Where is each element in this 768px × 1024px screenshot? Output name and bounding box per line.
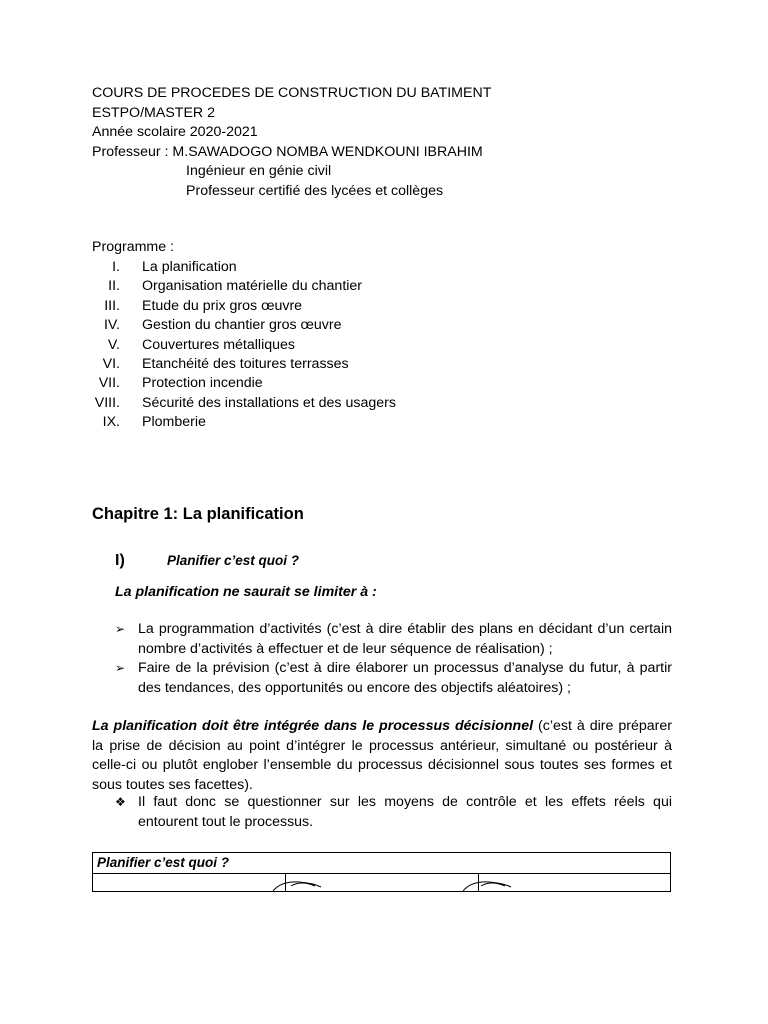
arrow-bullet-icon: ➢ <box>115 622 126 636</box>
drawing-fragment-icon <box>461 878 521 892</box>
section-title: Planifier c’est quoi ? <box>167 553 300 568</box>
course-title: COURS DE PROCEDES DE CONSTRUCTION DU BATIMENT <box>92 85 492 101</box>
programme-title: Programme : <box>92 239 174 255</box>
list-item: ➢ La programmation d’activités (c’est à dire établir des plans en décidant d’un certain nombre d’activités à effectuer et de leur séquence de réalisation) ; <box>115 621 672 657</box>
drawing-fragment-icon <box>271 878 331 892</box>
section-number: I) <box>115 552 125 569</box>
course-level: ESTPO/MASTER 2 <box>92 104 215 121</box>
diamond-bullet-icon: ❖ <box>115 795 126 809</box>
bullet-list <box>115 620 672 698</box>
list-item: ❖ Il faut donc se questionner sur les moyens de contrôle et les effets réels qui entourent tout le processus. <box>115 794 672 830</box>
course-header <box>92 84 491 201</box>
professor: Professeur : M.SAWADOGO NOMBA WENDKOUNI IBRAHIM <box>92 143 483 160</box>
list-item: ➢ Faire de la prévision (c’est à dire élaborer un processus d’analyse du futur, à partir des tendances, des opportunités ou encore des objectifs aléatoires) ; <box>115 660 672 696</box>
paragraph: La planification doit être intégrée dans le processus décisionnel (c’est à dire préparer la prise de décision au point d’intégrer le processus antérieur, simultané ou postérieur à celle-ci ou plutôt englober l’ensemble du processus décisionnel sous toutes ses formes et sous toutes ses facettes). <box>92 718 672 793</box>
professor-title-2: Professeur certifié des lycées et collèges <box>186 182 444 199</box>
school-year: Année scolaire 2020-2021 <box>92 124 258 140</box>
diamond-bullet-list <box>115 793 672 832</box>
table <box>92 852 671 892</box>
document-page: COURS DE PROCEDES DE CONSTRUCTION DU BATIMENT ESTPO/MASTER 2 Année scolaire 2020-2021 Professeur : M.SAWADOGO NOMBA WENDKOUNI IBRAHIM Ingénieur en génie civil Professeur certifié des lycées et collèges Programme : I. La planification II. Organisation matérielle du chantier III. Etude du prix gros œuvre IV. Gestion du chantier gros œuvre V. Couvertures métalliques VI. Etanchéité des toitures terrasses VII. Protection incendie VIII. Sécurité des installations et des usagers IX. Plomberie Chapitre 1: La planification I) Planifier c’est quoi ? La planification ne saurait se limiter à : ➢ La programmation d’activités (c’est à dire établir des plans en décidant d’un certain nombre d’activités à effectuer et de leur séquence de réalisation) ; ➢ Faire de la prévision (c’est à dire élaborer un processus d’analyse du futur, à partir des tendances, des opportunités ou encore des objectifs aléatoires) ; La planification doit être intégrée dans le processus décisionnel (c’est à dire préparer la prise de décision au point d’intégrer le processus antérieur, simultané ou postérieur à celle-ci ou plutôt englober l’ensemble du processus décisionnel sous toutes ses formes et sous toutes ses facettes). ❖ Il faut donc se questionner sur les moyens de contrôle et les effets réels qui entourent tout le processus. Planifier c’est quoi ? <box>0 0 768 1024</box>
chapter-title: Chapitre 1: La planification <box>92 505 304 523</box>
table-header: Planifier c’est quoi ? <box>93 853 670 874</box>
professor-title-1: Ingénieur en génie civil <box>186 163 332 179</box>
arrow-bullet-icon: ➢ <box>115 661 126 675</box>
lead-sentence: La planification ne saurait se limiter à : <box>115 584 377 600</box>
